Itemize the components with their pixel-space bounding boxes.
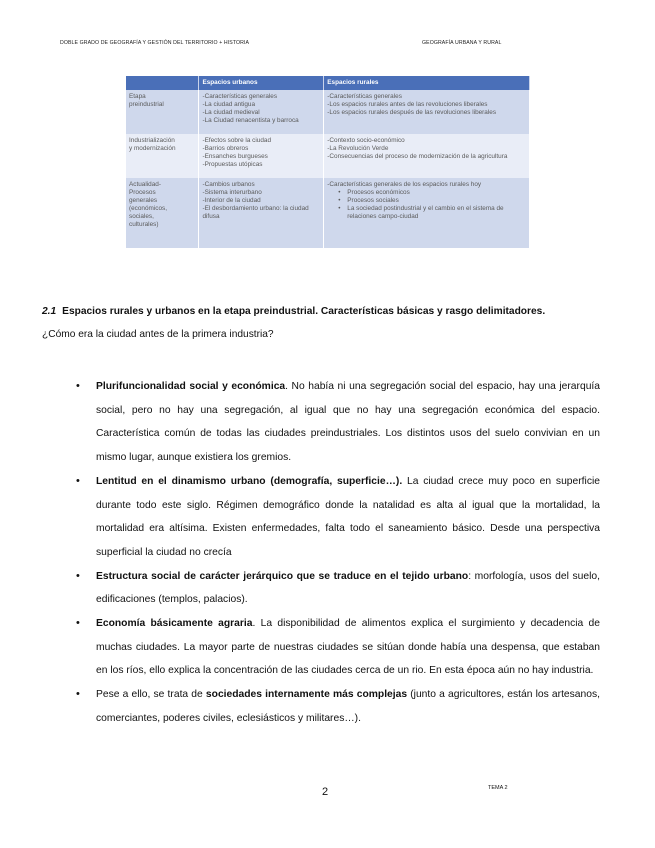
table-cell-stage bbox=[126, 134, 199, 178]
bullet-prefix: Pese a ello, se trata de bbox=[96, 689, 206, 701]
summary-table bbox=[126, 76, 530, 248]
cell-sub-bullet: • Procesos sociales bbox=[327, 197, 526, 205]
table-cell-stage bbox=[126, 90, 199, 134]
table-header-cell: Espacios rurales bbox=[324, 76, 530, 90]
header-left: DOBLE GRADO DE GEOGRAFÍA Y GESTIÓN DEL TERRITORIO + HISTORIA bbox=[60, 40, 250, 46]
table-header-row bbox=[126, 76, 530, 90]
cell-line: -Cambios urbanos bbox=[202, 181, 255, 188]
table-cell-urban bbox=[199, 90, 324, 134]
cell-line: -La ciudad medieval bbox=[202, 109, 260, 116]
table-cell-rural bbox=[324, 90, 530, 134]
cell-line: y modernización bbox=[129, 145, 176, 152]
bullet-item bbox=[72, 565, 600, 612]
cell-line: generales bbox=[129, 197, 158, 204]
bullet-dot-icon: • bbox=[76, 688, 80, 701]
cell-line: -La ciudad antigua bbox=[202, 101, 256, 108]
table-row bbox=[126, 134, 530, 178]
section-heading bbox=[42, 306, 622, 317]
table-row bbox=[126, 90, 530, 134]
bullet-text: . No había ni una segregación social del espacio, hay una jerarquía social, pero no hay una segregación, al igual que no hay una segregación económica del espacio. Característica común de todas las ciudades preindustriales. Los distintos usos del suelo convivian en un mismo lugar, aunque existiera los gremios. bbox=[96, 381, 601, 464]
cell-line: -Ensanches burgueses bbox=[202, 153, 268, 160]
cell-line: -Barrios obreros bbox=[202, 145, 249, 152]
cell-line: Actualidad- bbox=[129, 181, 161, 188]
table-header-cell bbox=[126, 76, 199, 90]
bullet-text: . La disponibilidad de alimentos explica el surgimiento y decadencia de muchas ciudades. La mayor parte de nuestras ciudades se sitúan donde había una despensa, que estaban en los ríos, ello explica la concentración de las ciudades cerca de un rio. En esta época aún no hay industria. bbox=[96, 618, 600, 677]
bullet-bold: Lentitud en el dinamismo urbano (demografía, superficie…). bbox=[96, 475, 403, 487]
cell-line: -Contexto socio-económico bbox=[327, 137, 405, 144]
table-cell-stage bbox=[126, 178, 199, 248]
cell-line: (económicos, bbox=[129, 205, 168, 212]
cell-line: Industrialización bbox=[129, 137, 175, 144]
cell-line: -Interior de la ciudad bbox=[202, 197, 261, 204]
bullet-text: (junto a agricultores, están los artesanos, comerciantes, poderes civiles, eclesiásticos y militares…). bbox=[96, 689, 600, 724]
cell-line: -Propuestas utópicas bbox=[202, 161, 263, 168]
section-title: Espacios rurales y urbanos en la etapa preindustrial. Características básicas y rasgo delimitadores. bbox=[62, 306, 546, 317]
cell-sub-bullet: • La sociedad postindustrial y el cambio en el sistema de relaciones campo-ciudad bbox=[327, 205, 526, 221]
cell-line: -Sistema interurbano bbox=[202, 189, 262, 196]
table-cell-rural bbox=[324, 134, 530, 178]
bullet-text: La ciudad crece muy poco en superficie durante todo este siglo. Régimen demográfico donde la natalidad es alta al igual que la mortalidad, la mortalidad era altísima. Existen enfermedades, falta todo el saneamiento básico. Desde una perspectiva superficial la ciudad no crecía bbox=[96, 475, 600, 558]
cell-line: -Los espacios rurales antes de las revoluciones liberales bbox=[327, 101, 488, 108]
cell-line: -Características generales bbox=[327, 93, 402, 100]
bullet-bold: Economía básicamente agraria bbox=[96, 618, 253, 630]
bullet-dot-icon: • bbox=[76, 380, 80, 392]
cell-line: -El desbordamiento urbano: la ciudad difusa bbox=[202, 205, 309, 220]
bullet-item bbox=[72, 470, 600, 565]
bullet-bold: sociedades internamente más complejas bbox=[205, 689, 408, 701]
bullet-item bbox=[72, 375, 600, 470]
cell-line: preindustrial bbox=[129, 101, 164, 108]
bullet-text: : morfología, usos del suelo, edificaciones (templos, palacios). bbox=[96, 570, 600, 606]
cell-line: -La Revolución Verde bbox=[327, 145, 389, 152]
header-right: GEOGRAFÍA URBANA Y RURAL bbox=[422, 40, 502, 46]
cell-line: -Efectos sobre la ciudad bbox=[202, 137, 272, 144]
page-number: 2 bbox=[322, 786, 329, 798]
bullet-bold: Estructura social de carácter jerárquico que se traduce en el tejido urbano bbox=[96, 570, 469, 582]
bullet-dot-icon: • bbox=[76, 617, 80, 630]
bullet-list bbox=[72, 375, 600, 731]
bullet-bold: Plurifuncionalidad social y económica bbox=[96, 381, 286, 392]
table-cell-urban bbox=[199, 178, 324, 248]
cell-line: -Características generales de los espacios rurales hoy bbox=[327, 181, 482, 188]
table-header-cell: Espacios urbanos bbox=[199, 76, 324, 90]
cell-line: -La Ciudad renacentista y barroca bbox=[202, 117, 299, 124]
bullet-dot-icon: • bbox=[76, 474, 80, 487]
cell-line: -Los espacios rurales después de las revoluciones liberales bbox=[327, 109, 497, 116]
bullet-item bbox=[72, 612, 600, 683]
cell-line: sociales, bbox=[129, 213, 154, 220]
table-row bbox=[126, 178, 530, 248]
tema-label: TEMA 2 bbox=[488, 785, 508, 791]
cell-line: -Características generales bbox=[202, 93, 278, 100]
section-question: ¿Cómo era la ciudad antes de la primera industria? bbox=[42, 329, 274, 340]
cell-line: culturales) bbox=[129, 221, 159, 228]
table-cell-urban bbox=[199, 134, 324, 178]
table-cell-rural bbox=[324, 178, 530, 248]
bullet-dot-icon: • bbox=[76, 569, 80, 582]
cell-sub-bullet: • Procesos económicos bbox=[327, 189, 526, 197]
cell-line: -Consecuencias del proceso de modernización de la agricultura bbox=[327, 153, 508, 160]
section-number: 2.1 bbox=[42, 306, 57, 317]
cell-line: Procesos bbox=[129, 189, 156, 196]
cell-line: Etapa bbox=[129, 93, 146, 100]
bullet-item bbox=[72, 683, 600, 730]
